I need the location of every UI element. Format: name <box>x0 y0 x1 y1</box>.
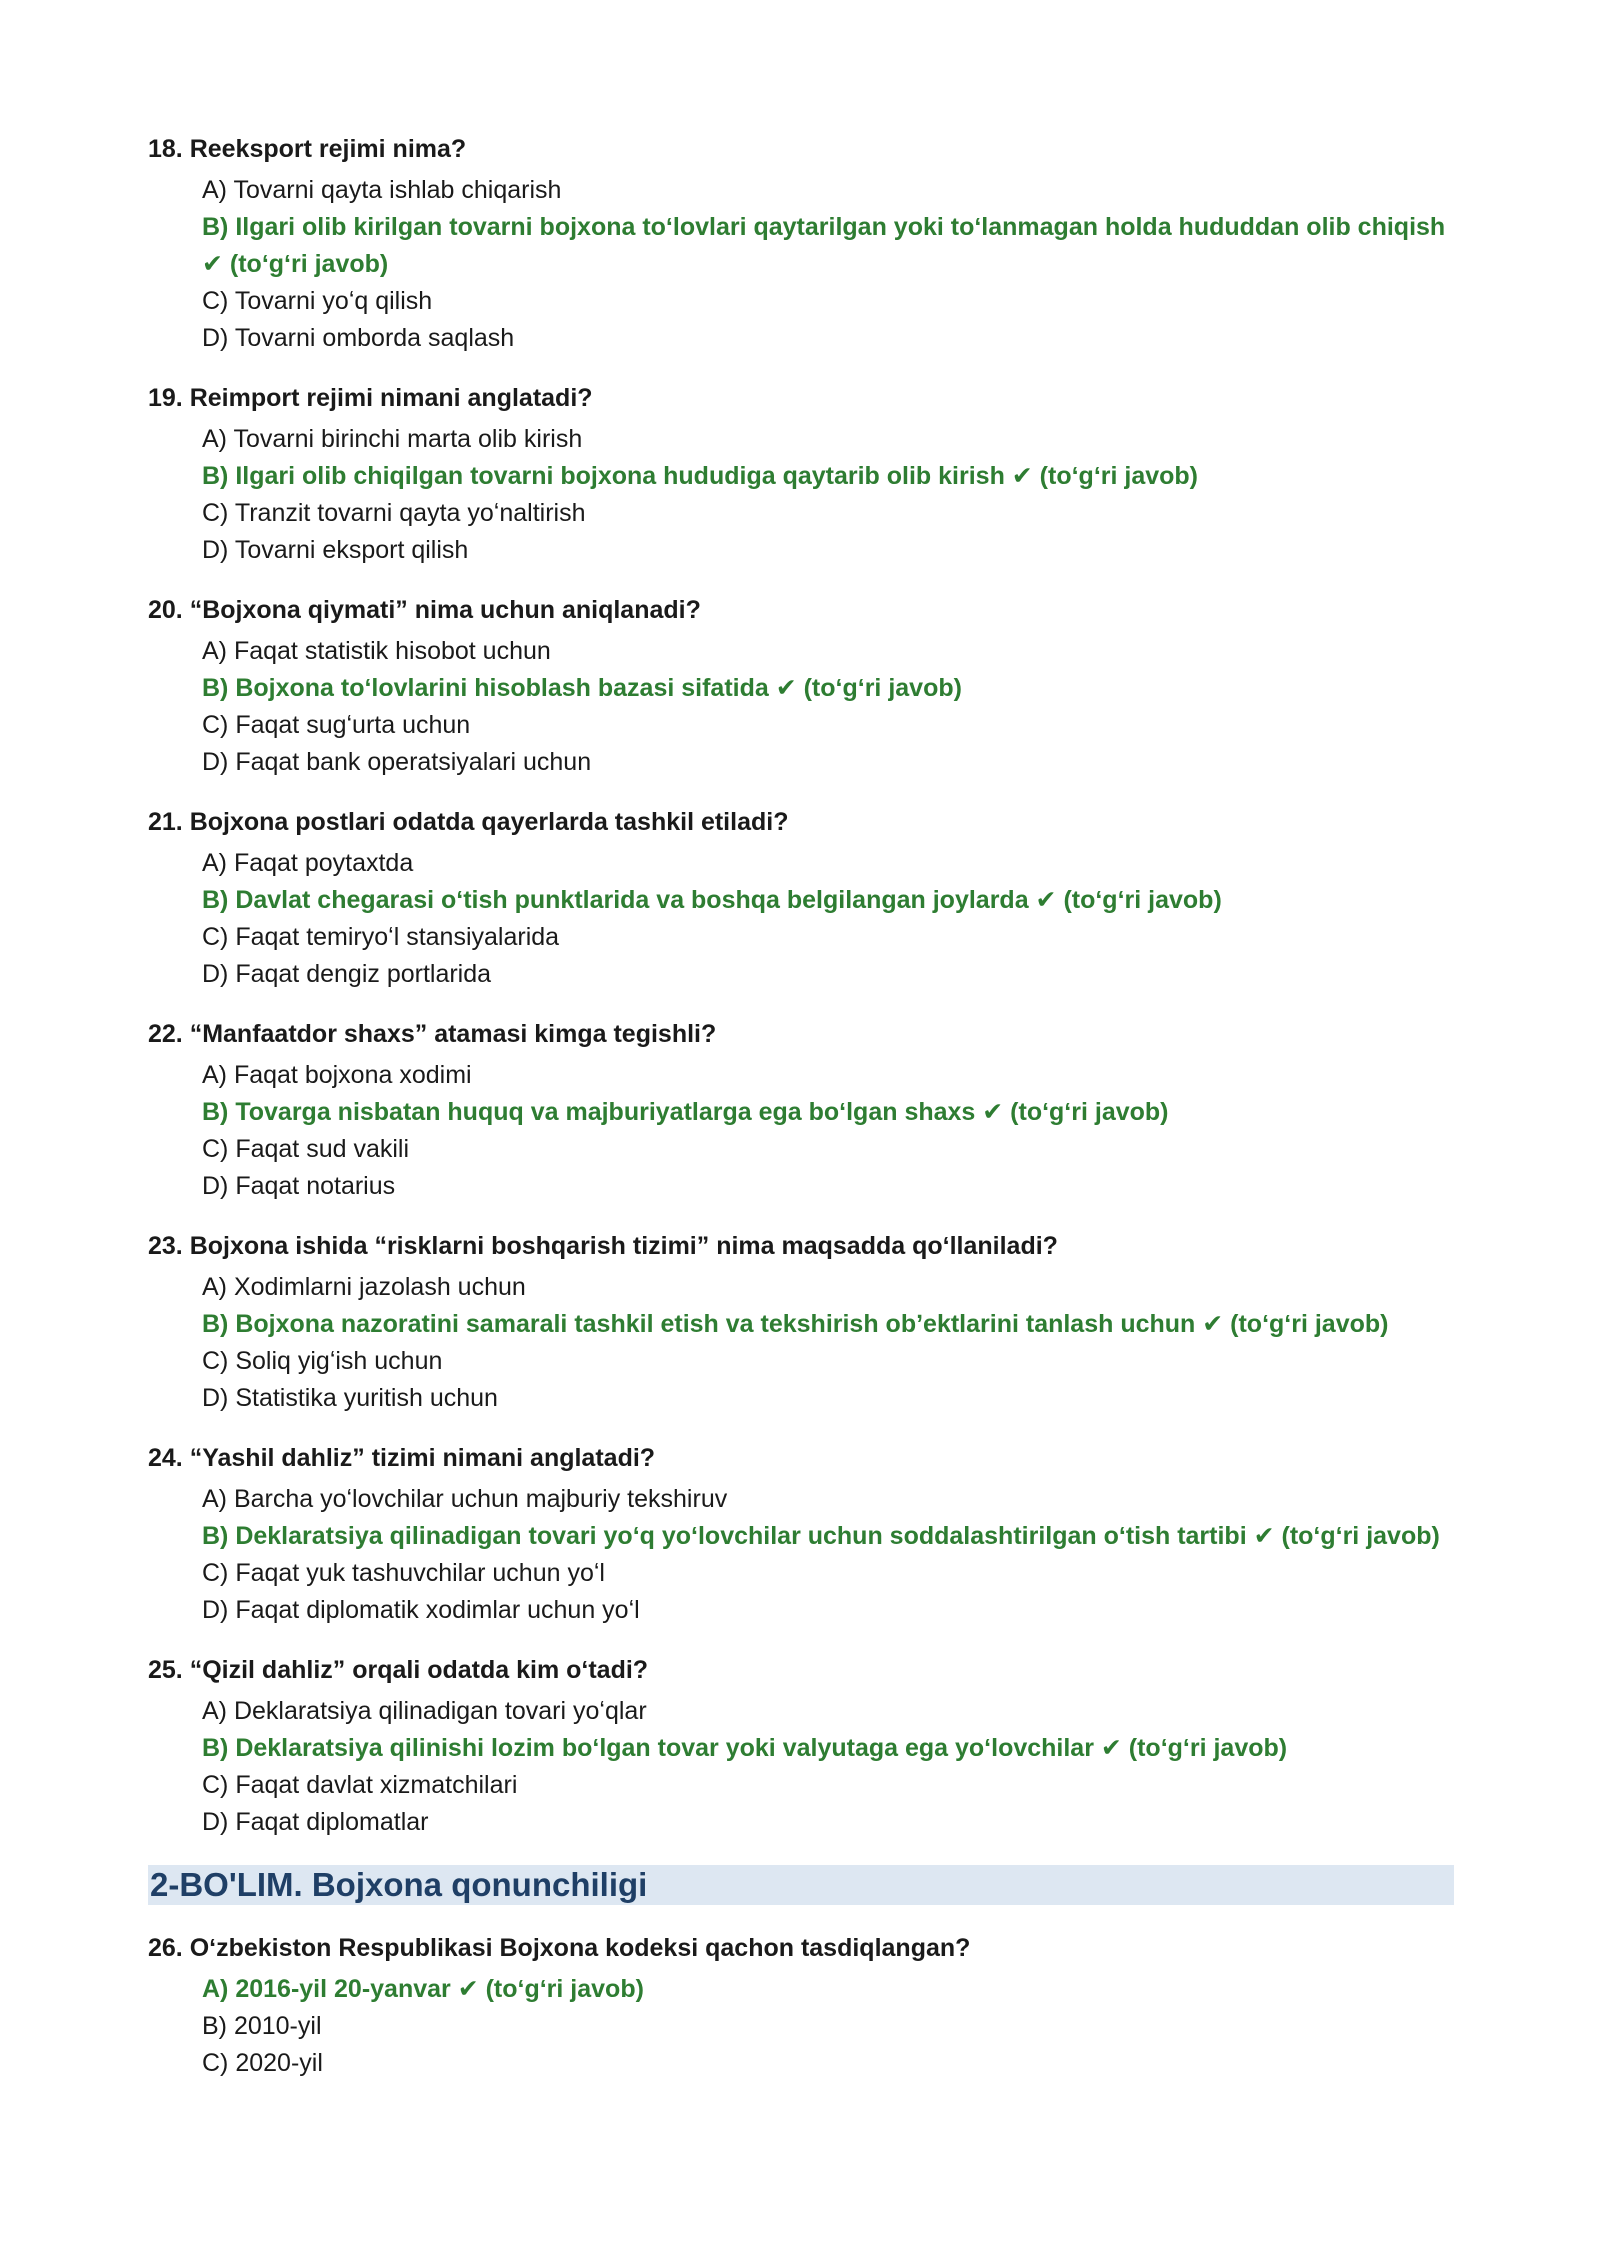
question-block <box>148 1931 1454 2082</box>
answer-option: D) Faqat diplomatik xodimlar uchun yoʻl <box>202 1596 640 1624</box>
question-title: 18. Reeksport rejimi nima? <box>148 135 467 163</box>
answer-option: C) Tovarni yoʻq qilish <box>202 287 433 315</box>
answer-options <box>148 172 1454 357</box>
answer-options <box>148 1693 1454 1841</box>
question-title: 24. “Yashil dahliz” tizimi nimani anglatadi? <box>148 1444 656 1472</box>
correct-answer-option: B) Bojxona toʻlovlarini hisoblash bazasi sifatida ✔ (toʻgʻri javob) <box>202 674 962 702</box>
answer-option: D) Tovarni omborda saqlash <box>202 324 515 352</box>
answer-option: C) Faqat yuk tashuvchilar uchun yoʻl <box>202 1559 605 1587</box>
question-block <box>148 1229 1454 1417</box>
question-block <box>148 1017 1454 1205</box>
question-block <box>148 1653 1454 1841</box>
answer-options <box>148 421 1454 569</box>
answer-options <box>148 1481 1454 1629</box>
question-title: 19. Reimport rejimi nimani anglatadi? <box>148 384 593 412</box>
answer-option: A) Xodimlarni jazolash uchun <box>202 1273 526 1301</box>
question-block <box>148 1441 1454 1629</box>
answer-options <box>148 1971 1454 2082</box>
correct-answer-option: B) Deklaratsiya qilinishi lozim boʻlgan tovar yoki valyutaga ega yoʻlovchilar ✔ (toʻgʻri javob) <box>202 1734 1288 1762</box>
question-title: 23. Bojxona ishida “risklarni boshqarish tizimi” nima maqsadda qoʻllaniladi? <box>148 1232 1058 1260</box>
correct-answer-option: B) Bojxona nazoratini samarali tashkil etish va tekshirish obʼektlarini tanlash uchun ✔ (toʻgʻri javob) <box>202 1310 1389 1338</box>
question-list <box>148 132 1454 1841</box>
answer-option: D) Faqat diplomatlar <box>202 1808 429 1836</box>
question-list <box>148 1931 1454 2082</box>
question-title: 20. “Bojxona qiymati” nima uchun aniqlanadi? <box>148 596 701 624</box>
question-block <box>148 805 1454 993</box>
correct-answer-option: B) Tovarga nisbatan huquq va majburiyatlarga ega boʻlgan shaxs ✔ (toʻgʻri javob) <box>202 1098 1169 1126</box>
answer-option: A) Tovarni qayta ishlab chiqarish <box>202 176 562 204</box>
answer-option: A) Tovarni birinchi marta olib kirish <box>202 425 583 453</box>
answer-options <box>148 1269 1454 1417</box>
answer-option: B) 2010-yil <box>202 2012 322 2040</box>
answer-option: C) Faqat sugʻurta uchun <box>202 711 471 739</box>
correct-answer-option: B) Ilgari olib kirilgan tovarni bojxona toʻlovlari qaytarilgan yoki toʻlanmagan holda hududdan olib chiqish ✔ (toʻgʻri javob) <box>202 213 1446 278</box>
question-block <box>148 132 1454 357</box>
answer-option: A) Faqat bojxona xodimi <box>202 1061 472 1089</box>
answer-option: D) Tovarni eksport qilish <box>202 536 469 564</box>
answer-options <box>148 1057 1454 1205</box>
question-title: 22. “Manfaatdor shaxs” atamasi kimga tegishli? <box>148 1020 717 1048</box>
question-title: 26. Oʻzbekiston Respublikasi Bojxona kodeksi qachon tasdiqlangan? <box>148 1934 971 1962</box>
answer-option: C) 2020-yil <box>202 2049 323 2077</box>
answer-option: D) Faqat bank operatsiyalari uchun <box>202 748 592 776</box>
correct-answer-option: B) Davlat chegarasi oʻtish punktlarida va boshqa belgilangan joylarda ✔ (toʻgʻri javob) <box>202 886 1222 914</box>
section-heading: 2-BO'LIM. Bojxona qonunchiligi <box>148 1865 1454 1905</box>
answer-option: A) Faqat poytaxtda <box>202 849 414 877</box>
question-block <box>148 381 1454 569</box>
answer-options <box>148 633 1454 781</box>
answer-option: A) Faqat statistik hisobot uchun <box>202 637 551 665</box>
correct-answer-option: B) Ilgari olib chiqilgan tovarni bojxona hududiga qaytarib olib kirish ✔ (toʻgʻri javob) <box>202 462 1199 490</box>
answer-option: C) Tranzit tovarni qayta yoʻnaltirish <box>202 499 586 527</box>
answer-option: C) Faqat davlat xizmatchilari <box>202 1771 518 1799</box>
answer-option: D) Faqat dengiz portlarida <box>202 960 492 988</box>
correct-answer-option: B) Deklaratsiya qilinadigan tovari yoʻq yoʻlovchilar uchun soddalashtirilgan oʻtish tartibi ✔ (toʻgʻri javob) <box>202 1522 1440 1550</box>
correct-answer-option: A) 2016-yil 20-yanvar ✔ (toʻgʻri javob) <box>202 1975 644 2003</box>
answer-options <box>148 845 1454 993</box>
question-block <box>148 593 1454 781</box>
question-title: 25. “Qizil dahliz” orqali odatda kim oʻtadi? <box>148 1656 649 1684</box>
answer-option: A) Barcha yoʻlovchilar uchun majburiy tekshiruv <box>202 1485 728 1513</box>
answer-option: D) Statistika yuritish uchun <box>202 1384 498 1412</box>
answer-option: D) Faqat notarius <box>202 1172 396 1200</box>
answer-option: C) Soliq yigʻish uchun <box>202 1347 443 1375</box>
answer-option: C) Faqat temiryoʻl stansiyalarida <box>202 923 560 951</box>
document-page <box>148 132 1454 2106</box>
answer-option: C) Faqat sud vakili <box>202 1135 410 1163</box>
answer-option: A) Deklaratsiya qilinadigan tovari yoʻqlar <box>202 1697 647 1725</box>
question-title: 21. Bojxona postlari odatda qayerlarda tashkil etiladi? <box>148 808 789 836</box>
